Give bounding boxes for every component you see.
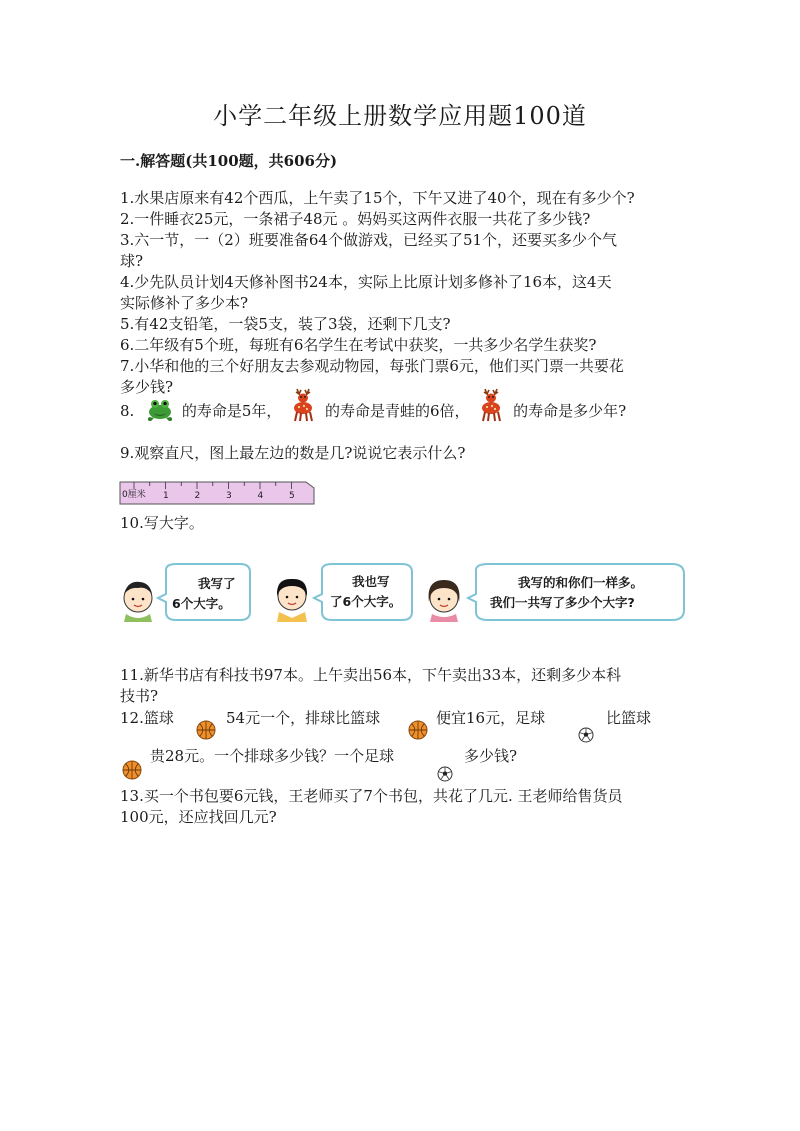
question-3-line-1: 3.六一节，一（2）班要准备64个做游戏，已经买了51个，还要买多少个气 xyxy=(120,231,618,249)
question-2: 2.一件睡衣25元，一条裙子48元 。妈妈买这两件衣服一共花了多少钱? xyxy=(120,210,591,228)
question-12-text-d: 比篮球 xyxy=(606,709,652,727)
speech-bubble-1 xyxy=(158,564,250,620)
question-13-line-2: 100元，还应找回几元? xyxy=(120,808,277,826)
question-6: 6.二年级有5个班，每班有6名学生在考试中获奖，一共多少名学生获奖? xyxy=(120,336,597,354)
question-4-line-2: 实际修补了多少本? xyxy=(120,294,249,312)
question-12-text-c: 便宜16元，足球 xyxy=(436,709,546,727)
ruler-tick-label: 1 xyxy=(163,491,169,501)
question-8-text-b: 的寿命是青蛙的6倍， xyxy=(324,402,470,420)
question-12-text-b: 54元一个，排球比篮球 xyxy=(226,709,381,727)
ruler-tick-label: 5 xyxy=(289,491,295,501)
question-8 xyxy=(120,401,690,433)
question-4-line-1: 4.少先队员计划4天修补图书24本，实际上比原计划多修补了16本，这4天 xyxy=(120,273,612,291)
question-3-line-2: 球? xyxy=(120,252,144,270)
question-8-number: 8. xyxy=(120,402,135,420)
deer-icon xyxy=(476,387,506,423)
question-11 xyxy=(120,665,690,707)
ruler-tick-label: 3 xyxy=(226,491,232,501)
speech-bubble-3 xyxy=(468,564,684,620)
girl-avatar xyxy=(429,580,460,622)
bubble-1-line-1: 我写了 xyxy=(198,576,236,591)
dialog-image xyxy=(116,562,686,626)
question-11-line-1: 11.新华书店有科技书97本。上午卖出56本，下午卖出33本，还剩多少本科 xyxy=(120,666,622,684)
section-heading: 一.解答题(共100题，共606分) xyxy=(120,152,338,170)
question-9: 9.观察直尺，图上最左边的数是几?说说它表示什么? xyxy=(120,444,466,462)
ruler-unit-label: 0厘米 xyxy=(122,490,146,500)
question-8-text-a: 的寿命是5年， xyxy=(181,402,282,420)
ruler-tick-label: 4 xyxy=(257,491,264,501)
bubble-3-line-2: 我们一共写了多少个大字? xyxy=(490,595,635,610)
question-12-text-e: 贵28元。一个排球多少钱？一个足球 xyxy=(150,747,395,765)
question-10: 10.写大字。 xyxy=(120,514,204,532)
question-13-line-1: 13.买一个书包要6元钱，王老师买了7个书包，共花了几元. 王老师给售货员 xyxy=(120,787,623,805)
question-12-text-a: 12.篮球 xyxy=(120,709,174,727)
bubble-1-line-2: 6个大字。 xyxy=(172,596,231,611)
document-title: 小学二年级上册数学应用题100道 xyxy=(213,102,587,130)
girl-avatar xyxy=(277,579,307,622)
question-5: 5.有42支铅笔，一袋5支，装了3袋，还剩下几支? xyxy=(120,315,451,333)
frog-icon xyxy=(145,393,175,423)
basketball-icon xyxy=(122,760,142,784)
question-7-line-2: 多少钱? xyxy=(120,378,174,396)
question-4 xyxy=(120,272,690,314)
question-13 xyxy=(120,786,690,828)
question-8-text-c: 的寿命是多少年? xyxy=(513,402,627,420)
basketball-icon xyxy=(196,720,216,744)
deer-icon xyxy=(288,387,318,423)
speech-bubble-2 xyxy=(314,564,412,620)
question-3 xyxy=(120,230,690,272)
soccer-ball-icon xyxy=(578,727,594,747)
question-11-line-2: 技书? xyxy=(120,687,159,705)
bubble-2-line-2: 了6个大字。 xyxy=(330,594,402,609)
soccer-ball-icon xyxy=(437,766,453,786)
question-7-line-1: 7.小华和他的三个好朋友去参观动物园，每张门票6元，他们买门票一共要花 xyxy=(120,357,624,375)
question-1: 1.水果店原来有42个西瓜，上午卖了15个，下午又进了40个，现在有多少个? xyxy=(120,189,635,207)
bubble-2-line-1: 我也写 xyxy=(352,574,390,589)
bubble-3-line-1: 我写的和你们一样多。 xyxy=(518,575,644,590)
question-7 xyxy=(120,356,690,398)
question-12-text-f: 多少钱? xyxy=(464,747,518,765)
ruler-tick-label: 2 xyxy=(194,491,201,501)
basketball-icon xyxy=(408,720,428,744)
ruler-image xyxy=(118,478,318,510)
boy-avatar xyxy=(124,582,152,622)
